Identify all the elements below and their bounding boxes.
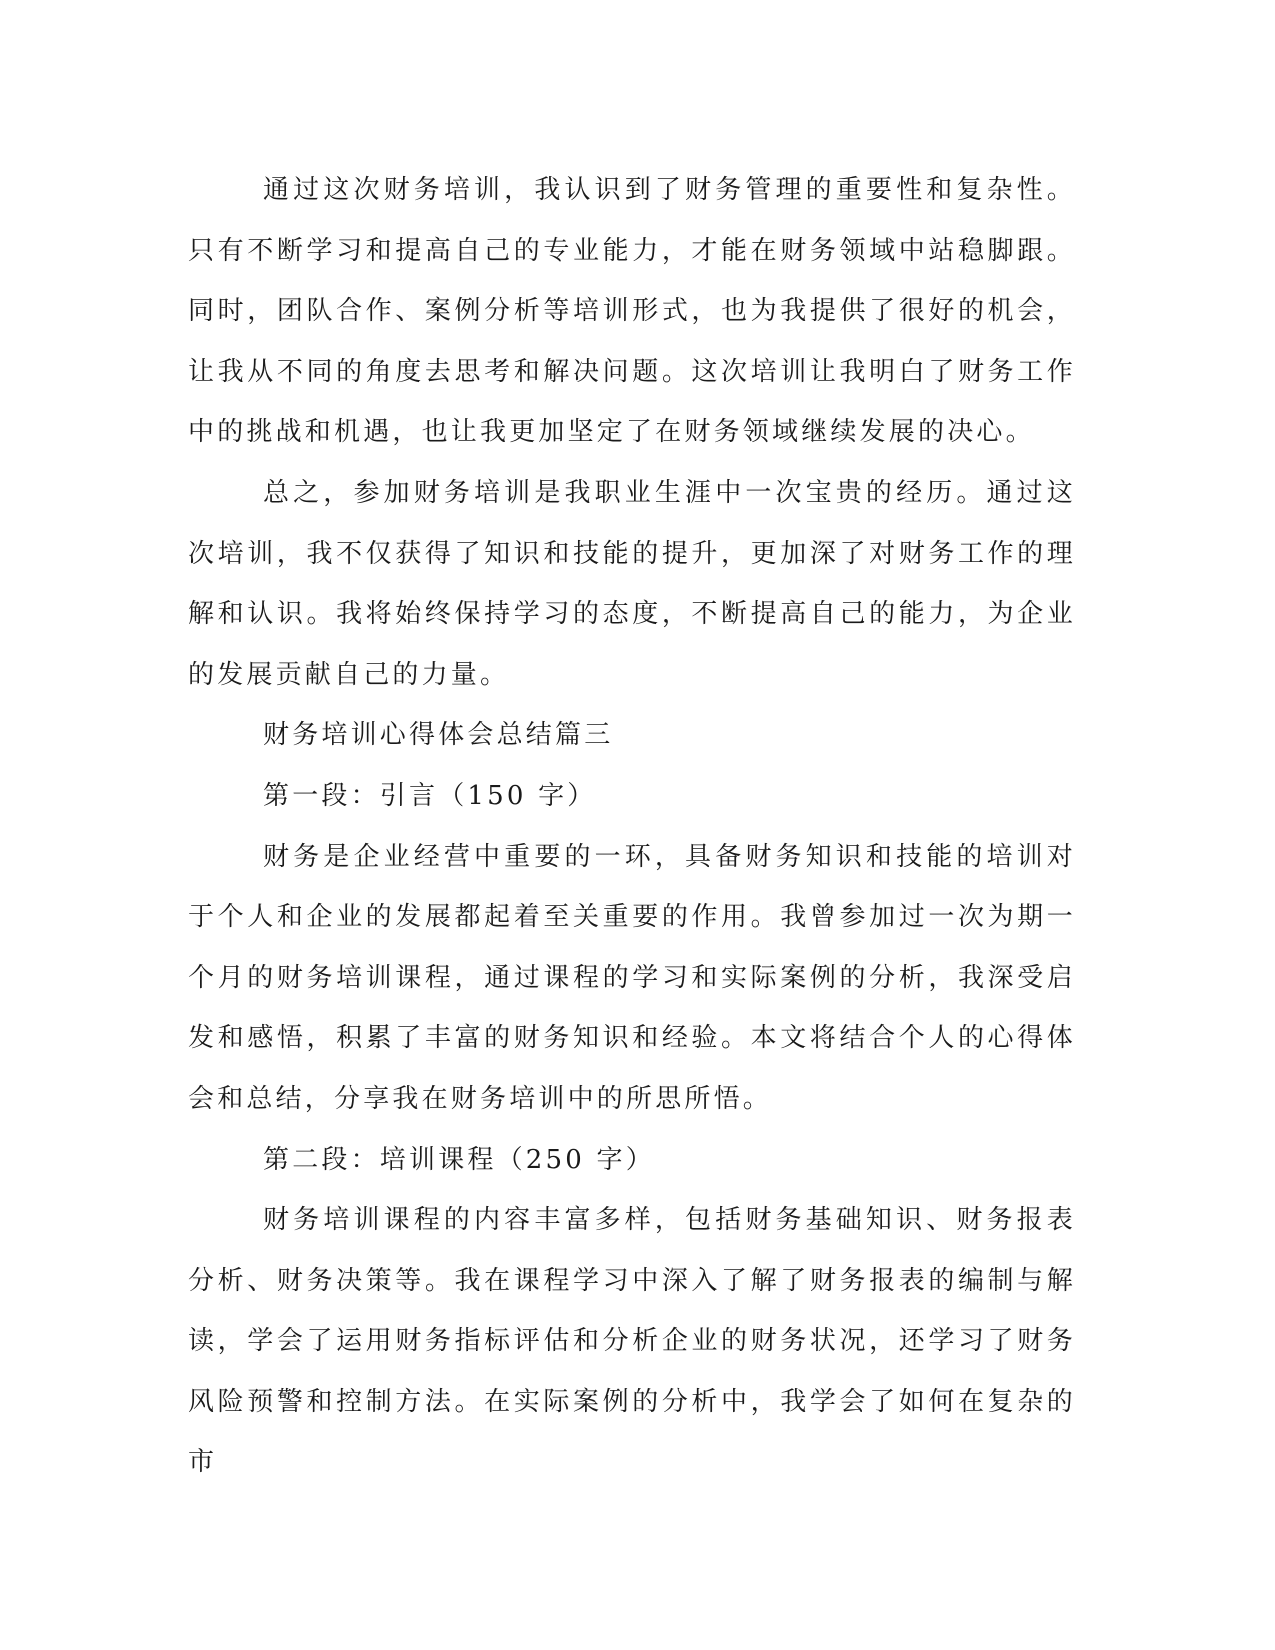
part2-heading: 第二段：培训课程（250 字） — [263, 1144, 655, 1175]
paragraph-training-reflection: 通过这次财务培训，我认识到了财务管理的重要性和复杂性。只有不断学习和提高自己的专业能力，才能在财务领域中站稳脚跟。同时，团队合作、案例分析等培训形式，也为我提供了很好的机会，让我从不同的角度去思考和解决问题。这次培训让我明白了财务工作中的挑战和机遇，也让我更加坚定了在财务领域继续发展的决心。 — [188, 175, 1076, 448]
section-title: 财务培训心得体会总结篇三 — [263, 720, 614, 751]
document-body — [188, 160, 1076, 1493]
paragraph-conclusion: 总之，参加财务培训是我职业生涯中一次宝贵的经历。通过这次培训，我不仅获得了知识和技能的提升，更加深了对财务工作的理解和认识。我将始终保持学习的态度，不断提高自己的能力，为企业的发展贡献自己的力量。 — [188, 477, 1076, 690]
paragraph-introduction: 财务是企业经营中重要的一环，具备财务知识和技能的培训对于个人和企业的发展都起着至关重要的作用。我曾参加过一次为期一个月的财务培训课程，通过课程的学习和实际案例的分析，我深受启发和感悟，积累了丰富的财务知识和经验。本文将结合个人的心得体会和总结，分享我在财务培训中的所思所悟。 — [188, 841, 1076, 1114]
part1-heading: 第一段：引言（150 字） — [263, 780, 597, 811]
paragraph-training-courses: 财务培训课程的内容丰富多样，包括财务基础知识、财务报表分析、财务决策等。我在课程学习中深入了解了财务报表的编制与解读，学会了运用财务指标评估和分析企业的财务状况，还学习了财务风险预警和控制方法。在实际案例的分析中，我学会了如何在复杂的市 — [188, 1205, 1076, 1478]
